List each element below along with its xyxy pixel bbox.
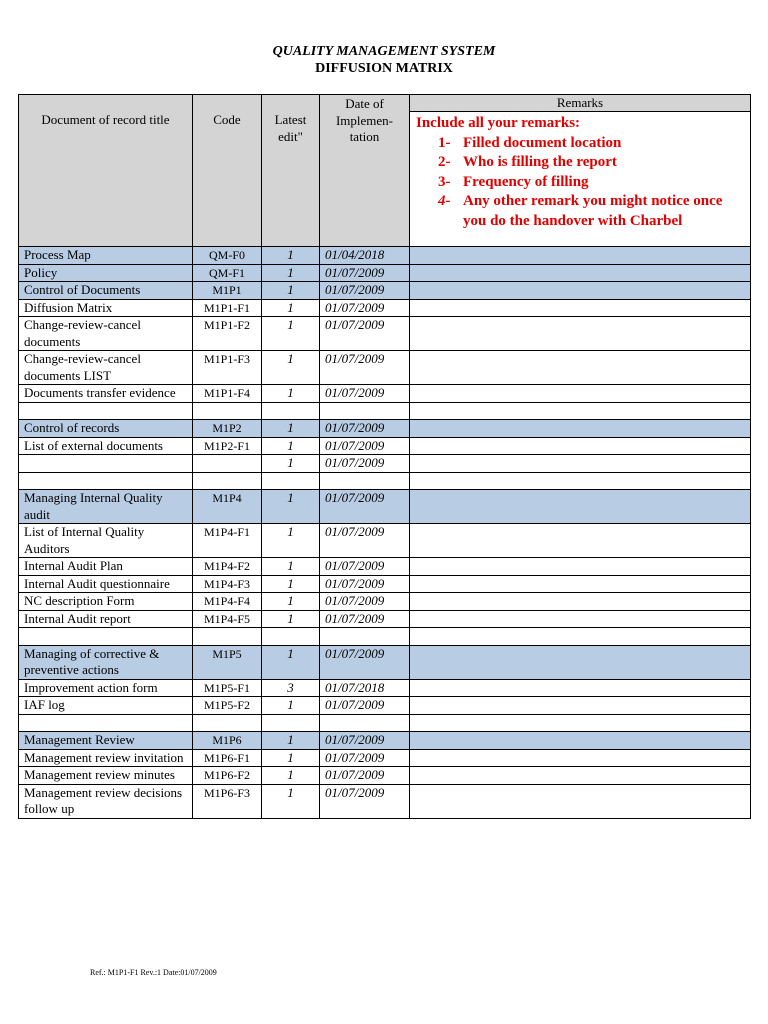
table-row: [19, 247, 751, 265]
row-date: [320, 402, 410, 420]
row-title: Control of Documents: [19, 282, 193, 300]
table-row: [19, 784, 751, 818]
row-title: Internal Audit report: [19, 610, 193, 628]
table-row: [19, 628, 751, 646]
row-title: Control of records: [19, 420, 193, 438]
row-date: 01/07/2009: [320, 610, 410, 628]
row-date: 01/07/2018: [320, 679, 410, 697]
row-latest-edit: 1: [262, 645, 320, 679]
row-remarks: [410, 645, 751, 679]
table-row: [19, 697, 751, 715]
remark-item: [416, 173, 744, 193]
table-row: [19, 472, 751, 490]
row-remarks: [410, 593, 751, 611]
row-latest-edit: [262, 402, 320, 420]
row-latest-edit: [262, 714, 320, 732]
row-latest-edit: [262, 628, 320, 646]
row-title: Diffusion Matrix: [19, 299, 193, 317]
row-title: IAF log: [19, 697, 193, 715]
row-date: 01/07/2009: [320, 490, 410, 524]
row-latest-edit: 1: [262, 490, 320, 524]
row-title: [19, 472, 193, 490]
row-latest-edit: 1: [262, 351, 320, 385]
row-title: [19, 714, 193, 732]
row-code: [193, 714, 262, 732]
row-title: [19, 402, 193, 420]
row-title: Improvement action form: [19, 679, 193, 697]
row-code: M1P1-F3: [193, 351, 262, 385]
row-remarks: [410, 767, 751, 785]
row-code: M1P5: [193, 645, 262, 679]
row-title: Management Review: [19, 732, 193, 750]
row-latest-edit: 1: [262, 264, 320, 282]
row-date: 01/07/2009: [320, 767, 410, 785]
row-date: 01/07/2009: [320, 282, 410, 300]
row-date: 01/07/2009: [320, 317, 410, 351]
row-latest-edit: 1: [262, 317, 320, 351]
remark-text: Frequency of filling: [463, 173, 589, 190]
row-remarks: [410, 524, 751, 558]
row-latest-edit: 1: [262, 558, 320, 576]
document-subtitle: DIFFUSION MATRIX: [315, 61, 453, 76]
row-title: Change-review-cancel documents LIST: [19, 351, 193, 385]
row-remarks: [410, 317, 751, 351]
row-latest-edit: 1: [262, 767, 320, 785]
row-code: M1P4-F5: [193, 610, 262, 628]
remark-number: 2-: [438, 154, 451, 170]
row-date: 01/07/2009: [320, 437, 410, 455]
row-title: [19, 628, 193, 646]
row-remarks: [410, 455, 751, 473]
row-date: 01/07/2009: [320, 784, 410, 818]
remark-text: Who is filling the report: [463, 154, 617, 170]
table-row: [19, 732, 751, 750]
row-code: M1P4-F4: [193, 593, 262, 611]
row-title: Management review decisions follow up: [19, 784, 193, 818]
row-latest-edit: 1: [262, 437, 320, 455]
row-title: List of external documents: [19, 437, 193, 455]
row-title: Change-review-cancel documents: [19, 317, 193, 351]
row-remarks: [410, 558, 751, 576]
row-remarks: [410, 402, 751, 420]
remark-item: [416, 153, 744, 173]
row-code: [193, 455, 262, 473]
row-latest-edit: 1: [262, 697, 320, 715]
row-code: M1P2: [193, 420, 262, 438]
row-latest-edit: 1: [262, 749, 320, 767]
row-latest-edit: 1: [262, 593, 320, 611]
row-code: [193, 472, 262, 490]
row-latest-edit: 1: [262, 524, 320, 558]
column-header-date: Date of Implemen-tation: [320, 95, 410, 247]
row-date: 01/07/2009: [320, 558, 410, 576]
row-date: 01/07/2009: [320, 749, 410, 767]
row-remarks: [410, 575, 751, 593]
row-code: M1P1-F4: [193, 385, 262, 403]
table-row: [19, 558, 751, 576]
table-row: [19, 645, 751, 679]
footer-reference: Ref.: M1P1-F1 Rev.:1 Date:01/07/2009: [90, 968, 217, 977]
row-title: Management review minutes: [19, 767, 193, 785]
column-header-code: Code: [193, 95, 262, 247]
row-code: M1P1-F2: [193, 317, 262, 351]
row-code: [193, 628, 262, 646]
table-row: [19, 749, 751, 767]
row-date: 01/07/2009: [320, 455, 410, 473]
row-code: M1P1-F1: [193, 299, 262, 317]
row-remarks: [410, 472, 751, 490]
row-remarks: [410, 732, 751, 750]
row-title: Managing of corrective & preventive actions: [19, 645, 193, 679]
row-remarks: [410, 784, 751, 818]
row-code: M1P4-F2: [193, 558, 262, 576]
row-title: List of Internal Quality Auditors: [19, 524, 193, 558]
row-remarks: [410, 714, 751, 732]
remarks-list: [416, 134, 744, 232]
table-row: [19, 437, 751, 455]
row-remarks: [410, 385, 751, 403]
row-title: NC description Form: [19, 593, 193, 611]
row-remarks: [410, 299, 751, 317]
remark-item: [416, 192, 744, 231]
table-row: [19, 610, 751, 628]
row-latest-edit: 1: [262, 282, 320, 300]
row-title: [19, 455, 193, 473]
row-remarks: [410, 247, 751, 265]
row-code: M1P4: [193, 490, 262, 524]
row-latest-edit: 1: [262, 299, 320, 317]
row-code: QM-F1: [193, 264, 262, 282]
remark-text: Filled document location: [463, 134, 622, 151]
row-title: Internal Audit questionnaire: [19, 575, 193, 593]
row-latest-edit: 1: [262, 420, 320, 438]
row-code: M1P5-F1: [193, 679, 262, 697]
remark-item: [416, 134, 744, 154]
table-row: [19, 299, 751, 317]
table-row: [19, 593, 751, 611]
row-latest-edit: 3: [262, 679, 320, 697]
diffusion-matrix-table: [18, 94, 751, 819]
row-latest-edit: [262, 472, 320, 490]
row-remarks: [410, 351, 751, 385]
remark-number: 1-: [438, 134, 451, 151]
row-latest-edit: 1: [262, 732, 320, 750]
row-remarks: [410, 610, 751, 628]
row-title: Process Map: [19, 247, 193, 265]
row-code: M1P6-F2: [193, 767, 262, 785]
row-latest-edit: 1: [262, 247, 320, 265]
row-date: 01/07/2009: [320, 697, 410, 715]
table-row: [19, 575, 751, 593]
remark-number: 4-: [438, 193, 451, 209]
row-title: Internal Audit Plan: [19, 558, 193, 576]
row-code: [193, 402, 262, 420]
table-row: [19, 420, 751, 438]
row-latest-edit: 1: [262, 784, 320, 818]
table-row: [19, 317, 751, 351]
row-code: M1P4-F1: [193, 524, 262, 558]
row-code: M1P2-F1: [193, 437, 262, 455]
row-code: M1P6-F1: [193, 749, 262, 767]
row-date: 01/07/2009: [320, 385, 410, 403]
row-code: QM-F0: [193, 247, 262, 265]
row-remarks: [410, 264, 751, 282]
row-code: M1P6: [193, 732, 262, 750]
row-remarks: [410, 749, 751, 767]
column-header-latest-edit: Latest edit": [262, 95, 320, 247]
row-date: 01/07/2009: [320, 645, 410, 679]
row-code: M1P5-F2: [193, 697, 262, 715]
row-date: [320, 472, 410, 490]
table-row: [19, 524, 751, 558]
row-code: M1P1: [193, 282, 262, 300]
row-title: Management review invitation: [19, 749, 193, 767]
remarks-heading: Include all your remarks:: [416, 115, 581, 131]
table-row: [19, 385, 751, 403]
row-date: 01/07/2009: [320, 575, 410, 593]
row-remarks: [410, 679, 751, 697]
remark-text: Any other remark you might notice once you do the handover with Charbel: [463, 193, 723, 229]
row-remarks: [410, 697, 751, 715]
row-remarks: [410, 437, 751, 455]
row-date: [320, 628, 410, 646]
row-code: M1P6-F3: [193, 784, 262, 818]
row-remarks: [410, 282, 751, 300]
row-title: Managing Internal Quality audit: [19, 490, 193, 524]
row-title: Policy: [19, 264, 193, 282]
row-latest-edit: 1: [262, 610, 320, 628]
remarks-instructions: [410, 112, 750, 246]
column-header-title: Document of record title: [19, 95, 193, 247]
row-date: 01/07/2009: [320, 732, 410, 750]
row-remarks: [410, 490, 751, 524]
remarks-label: Remarks: [410, 95, 750, 112]
row-remarks: [410, 420, 751, 438]
row-date: 01/04/2018: [320, 247, 410, 265]
row-date: 01/07/2009: [320, 299, 410, 317]
header-row: [19, 95, 751, 247]
row-date: 01/07/2009: [320, 351, 410, 385]
row-latest-edit: 1: [262, 385, 320, 403]
row-title: Documents transfer evidence: [19, 385, 193, 403]
row-date: [320, 714, 410, 732]
table-row: [19, 767, 751, 785]
row-date: 01/07/2009: [320, 420, 410, 438]
table-row: [19, 402, 751, 420]
table-row: [19, 490, 751, 524]
table-row: [19, 264, 751, 282]
row-date: 01/07/2009: [320, 524, 410, 558]
remark-number: 3-: [438, 173, 451, 190]
table-row: [19, 351, 751, 385]
row-code: M1P4-F3: [193, 575, 262, 593]
row-date: 01/07/2009: [320, 593, 410, 611]
table-row: [19, 282, 751, 300]
document-title: QUALITY MANAGEMENT SYSTEM: [272, 44, 496, 59]
row-latest-edit: 1: [262, 575, 320, 593]
row-date: 01/07/2009: [320, 264, 410, 282]
table-row: [19, 714, 751, 732]
row-latest-edit: 1: [262, 455, 320, 473]
row-remarks: [410, 628, 751, 646]
table-row: [19, 455, 751, 473]
column-header-remarks: [410, 95, 751, 247]
table-row: [19, 679, 751, 697]
